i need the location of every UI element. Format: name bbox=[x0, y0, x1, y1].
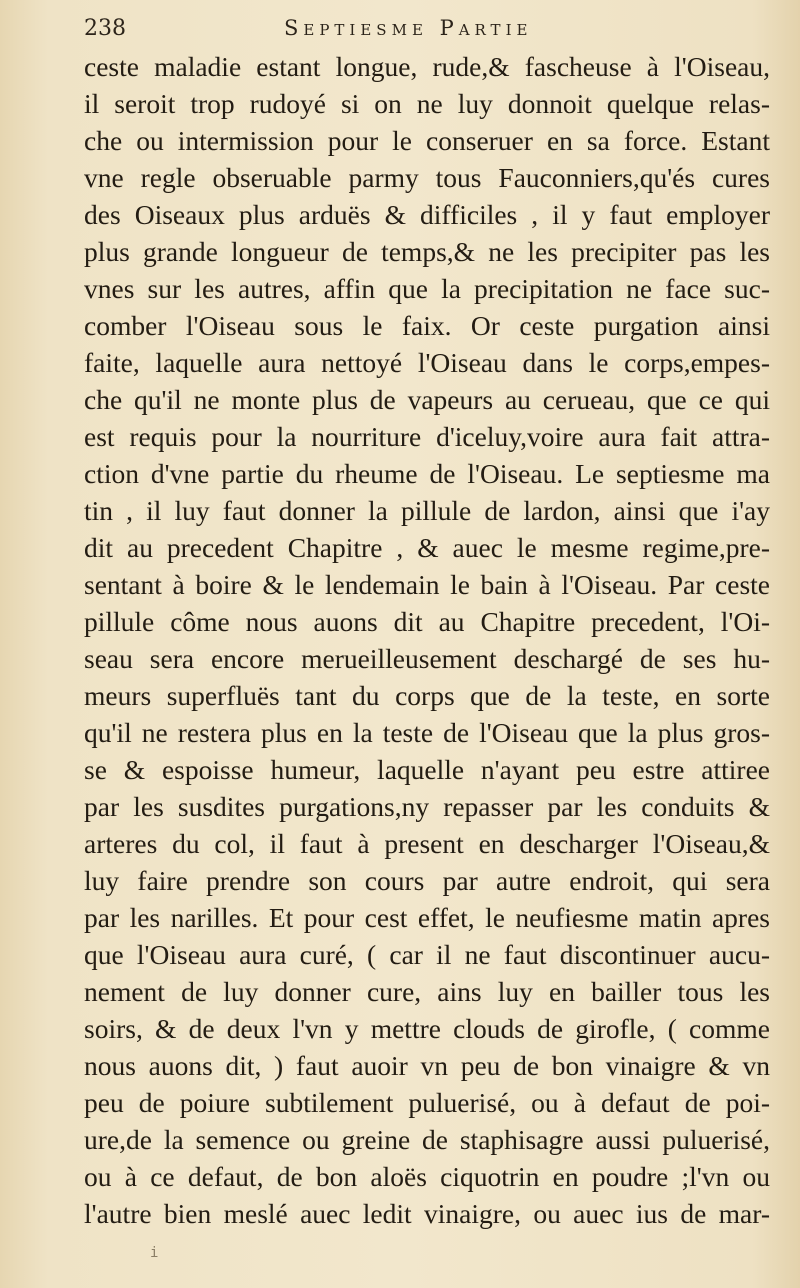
text-line: vne regle obseruable parmy tous Fauconniers,qu'és cures bbox=[84, 162, 770, 193]
text-line: meurs superfluës tant du corps que de la teste, en sorte bbox=[84, 680, 770, 711]
text-line: des Oiseaux plus arduës & difficiles , il y faut employer bbox=[84, 199, 770, 230]
text-line: est requis pour la nourriture d'iceluy,voire aura fait attra- bbox=[84, 421, 770, 452]
text-line: il seroit trop rudoyé si on ne luy donnoit quelque relas- bbox=[84, 88, 770, 119]
text-line: tin , il luy faut donner la pillule de lardon, ainsi que i'ay bbox=[84, 495, 770, 526]
text-line: che ou intermission pour le conseruer en sa force. Estant bbox=[84, 125, 770, 156]
text-line: seau sera encore merueilleusement deschargé de ses hu- bbox=[84, 643, 770, 674]
text-line: par les susdites purgations,ny repasser par les conduits & bbox=[84, 791, 770, 822]
text-line: luy faire prendre son cours par autre endroit, qui sera bbox=[84, 865, 770, 896]
text-line: ure,de la semence ou greine de staphisagre aussi puluerisé, bbox=[84, 1124, 770, 1155]
text-line: ou à ce defaut, de bon aloës ciquotrin en poudre ;l'vn ou bbox=[84, 1161, 770, 1192]
text-line: par les narilles. Et pour cest effet, le neufiesme matin apres bbox=[84, 902, 770, 933]
text-line: dit au precedent Chapitre , & auec le mesme regime,pre- bbox=[84, 532, 770, 563]
running-head: Septiesme Partie bbox=[284, 16, 533, 40]
text-line: vnes sur les autres, affin que la precipitation ne face suc- bbox=[84, 273, 770, 304]
text-line: peu de poiure subtilement puluerisé, ou à defaut de poi- bbox=[84, 1087, 770, 1118]
text-line: se & espoisse humeur, laquelle n'ayant peu estre attiree bbox=[84, 754, 770, 785]
page-number: 238 bbox=[84, 16, 126, 41]
text-line: comber l'Oiseau sous le faix. Or ceste purgation ainsi bbox=[84, 310, 770, 341]
text-line: faite, laquelle aura nettoyé l'Oiseau dans le corps,empes- bbox=[84, 347, 770, 378]
text-line: nous auons dit, ) faut auoir vn peu de bon vinaigre & vn bbox=[84, 1050, 770, 1081]
text-line: qu'il ne restera plus en la teste de l'Oiseau que la plus gros- bbox=[84, 717, 770, 748]
text-line: nement de luy donner cure, ains luy en bailler tous les bbox=[84, 976, 770, 1007]
text-line: sentant à boire & le lendemain le bain à l'Oiseau. Par ceste bbox=[84, 569, 770, 600]
text-line: soirs, & de deux l'vn y mettre clouds de girofle, ( comme bbox=[84, 1013, 770, 1044]
text-line: ceste maladie estant longue, rude,& fascheuse à l'Oiseau, bbox=[84, 51, 770, 82]
text-line: ction d'vne partie du rheume de l'Oiseau. Le septiesme ma bbox=[84, 458, 770, 489]
page-header bbox=[84, 14, 774, 44]
text-line: arteres du col, il faut à present en descharger l'Oiseau,& bbox=[84, 828, 770, 859]
text-line: che qu'il ne monte plus de vapeurs au cerueau, que ce qui bbox=[84, 384, 770, 415]
text-line: que l'Oiseau aura curé, ( car il ne faut discontinuer aucu- bbox=[84, 939, 770, 970]
text-line: pillule côme nous auons dit au Chapitre precedent, l'Oi- bbox=[84, 606, 770, 637]
text-line: l'autre bien meslé auec ledit vinaigre, ou auec ius de mar- bbox=[84, 1198, 770, 1229]
text-line: plus grande longueur de temps,& ne les precipiter pas les bbox=[84, 236, 770, 267]
bleed-through-marks: i bbox=[150, 1245, 165, 1261]
body-text bbox=[84, 48, 770, 1232]
